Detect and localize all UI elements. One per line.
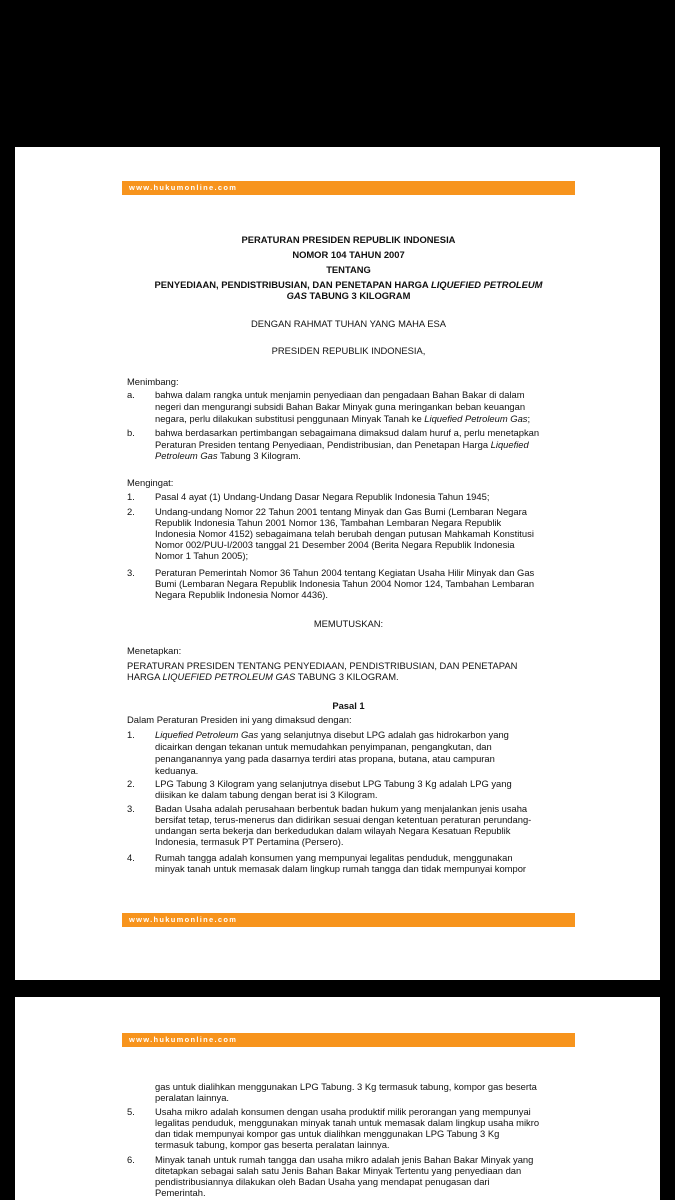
menimbang-b-line: Peraturan Presiden tentang Penyediaan, Pendistribusian, dan Penetapan Harga Liquefied (155, 439, 529, 450)
presiden-line: PRESIDEN REPUBLIK INDONESIA, (271, 345, 426, 356)
title-line-4: PENYEDIAAN, PENDISTRIBUSIAN, DAN PENETAPAN HARGA LIQUEFIED PETROLEUM (154, 279, 543, 290)
list-marker: 5. (127, 1106, 135, 1117)
list-marker: 2. (127, 778, 135, 789)
definition-4: Rumah tangga adalah konsumen yang mempunyai legalitas penduduk, menggunakan (155, 852, 513, 863)
title-line-3: TENTANG (326, 264, 371, 275)
mengingat-item-2: Undang-undang Nomor 22 Tahun 2001 tentang Minyak dan Gas Bumi (Lembaran Negara (155, 506, 527, 517)
list-marker: 3. (127, 803, 135, 814)
mengingat-item-2: Indonesia Nomor 4152) sebagaimana telah berubah dengan putusan Mahkamah Konstitusi (155, 528, 534, 539)
definition-4-continued: gas untuk dialihkan menggunakan LPG Tabung. 3 Kg termasuk tabung, kompor gas beserta (155, 1081, 537, 1092)
list-marker: b. (127, 427, 135, 438)
title-line-5: GAS TABUNG 3 KILOGRAM (286, 290, 411, 301)
list-marker: 1. (127, 729, 135, 740)
definition-6: Pemerintah. (155, 1187, 206, 1198)
mengingat-item-2: Nomor 1 Tahun 2005); (155, 550, 249, 561)
definition-5: termasuk tabung, kompor gas beserta peralatan lainnya. (155, 1139, 390, 1150)
menetapkan-line: HARGA LIQUEFIED PETROLEUM GAS TABUNG 3 KILOGRAM. (127, 671, 399, 682)
mengingat-item-1: Pasal 4 ayat (1) Undang-Undang Dasar Negara Republik Indonesia Tahun 1945; (155, 491, 490, 502)
document-page-2 (15, 997, 660, 1200)
definition-4: minyak tanah untuk memasak dalam lingkup rumah tangga dan tidak mempunyai kompor (155, 863, 527, 874)
definition-1: Liquefied Petroleum Gas yang selanjutnya disebut LPG adalah gas hidrokarbon yang (155, 729, 509, 740)
definition-3: Badan Usaha adalah perusahaan berbentuk badan hukum yang menjalankan jenis usaha (155, 803, 528, 814)
mengingat-item-3: Peraturan Pemerintah Nomor 36 Tahun 2004 tentang Kegiatan Usaha Hilir Minyak dan Gas (155, 567, 535, 578)
title-line-1: PERATURAN PRESIDEN REPUBLIK INDONESIA (241, 234, 456, 245)
pasal-title: Pasal 1 (332, 700, 365, 711)
definition-5: legalitas penduduk, menggunakan minyak tanah untuk memasak dalam lingkup usaha mikro (155, 1117, 540, 1128)
definition-6: Minyak tanah untuk rumah tangga dan usaha mikro adalah jenis Bahan Bakar Minyak yang (155, 1154, 534, 1165)
definition-2: LPG Tabung 3 Kilogram yang selanjutnya disebut LPG Tabung 3 Kg adalah LPG yang (155, 778, 512, 789)
list-marker: 6. (127, 1154, 135, 1165)
menimbang-label: Menimbang: (127, 376, 179, 387)
menetapkan-line: PERATURAN PRESIDEN TENTANG PENYEDIAAN, PENDISTRIBUSIAN, DAN PENETAPAN (127, 660, 518, 671)
definition-2: diisikan ke dalam tabung dengan berat isi 3 Kilogram. (155, 789, 378, 800)
menimbang-a-line: negeri dan mengurangi subsidi Bahan Bakar Minyak guna meringankan beban keuangan (155, 401, 526, 412)
definition-5: dan tidak mempunyai kompor gas untuk dialihkan menggunakan LPG Tabung 3 Kg (155, 1128, 500, 1139)
definition-3: Indonesia, termasuk PT Pertamina (Persero). (155, 836, 344, 847)
list-marker: 4. (127, 852, 135, 863)
mengingat-item-3: Bumi (Lembaran Negara Republik Indonesia Tahun 2004 Nomor 124, Tambahan Lembaran (155, 578, 535, 589)
definition-1: penanganannya yang pada dasarnya terdiri atas propana, butana, atau campuran (155, 753, 495, 764)
mengingat-item-2: Republik Indonesia Tahun 2001 Nomor 136, Tambahan Lembaran Negara Republik (155, 517, 502, 528)
pasal-intro: Dalam Peraturan Presiden ini yang dimaksud dengan: (127, 714, 352, 725)
definition-6: pendistribusiannya dilakukan oleh Badan Usaha yang mendapat penugasan dari (155, 1176, 490, 1187)
list-marker: 3. (127, 567, 135, 578)
mengingat-label: Mengingat: (127, 477, 174, 488)
menimbang-a-line: negara, perlu dilakukan substitusi penggunaan Minyak Tanah ke Liquefied Petroleum Gas; (155, 413, 531, 424)
menimbang-b-line: bahwa berdasarkan pertimbangan sebagaimana dimaksud dalam huruf a, perlu menetapkan (155, 427, 540, 438)
header-band: www.hukumonline.com (122, 181, 575, 195)
title-line-2: NOMOR 104 TAHUN 2007 (292, 249, 405, 260)
list-marker: 2. (127, 506, 135, 517)
definition-3: bersifat tetap, terus-menerus dan didirikan sesuai dengan ketentuan peraturan perundang- (155, 814, 532, 825)
header-band: www.hukumonline.com (122, 1033, 575, 1047)
memutuskan-line: MEMUTUSKAN: (313, 618, 384, 629)
definition-6: ditetapkan sebagai salah satu Jenis Bahan Bakar Minyak Tertentu yang penyediaan dan (155, 1165, 522, 1176)
definition-3: undangan serta bekerja dan berkedudukan dalam wilayah Negara Kesatuan Republik (155, 825, 511, 836)
mengingat-item-3: Negara Republik Indonesia Nomor 4436). (155, 589, 329, 600)
menetapkan-label: Menetapkan: (127, 645, 182, 656)
rahmat-line: DENGAN RAHMAT TUHAN YANG MAHA ESA (251, 318, 446, 329)
definition-1: keduanya. (155, 765, 199, 776)
footer-band: www.hukumonline.com (122, 913, 575, 927)
menimbang-a-line: bahwa dalam rangka untuk menjamin penyediaan dan pengadaan Bahan Bakar di dalam (155, 389, 525, 400)
document-page-1 (15, 147, 660, 980)
mengingat-item-2: Nomor 002/PUU-I/2003 tanggal 21 Desember 2004 (Berita Negara Republik Indonesia (155, 539, 515, 550)
definition-5: Usaha mikro adalah konsumen dengan usaha produktif milik perorangan yang mempunyai (155, 1106, 531, 1117)
definition-1: dicairkan dengan tekanan untuk memudahkan penyimpanan, pengangkutan, dan (155, 741, 492, 752)
definition-4-continued: peralatan lainnya. (155, 1092, 230, 1103)
list-marker: a. (127, 389, 135, 400)
menimbang-b-line: Petroleum Gas Tabung 3 Kilogram. (155, 450, 301, 461)
list-marker: 1. (127, 491, 135, 502)
